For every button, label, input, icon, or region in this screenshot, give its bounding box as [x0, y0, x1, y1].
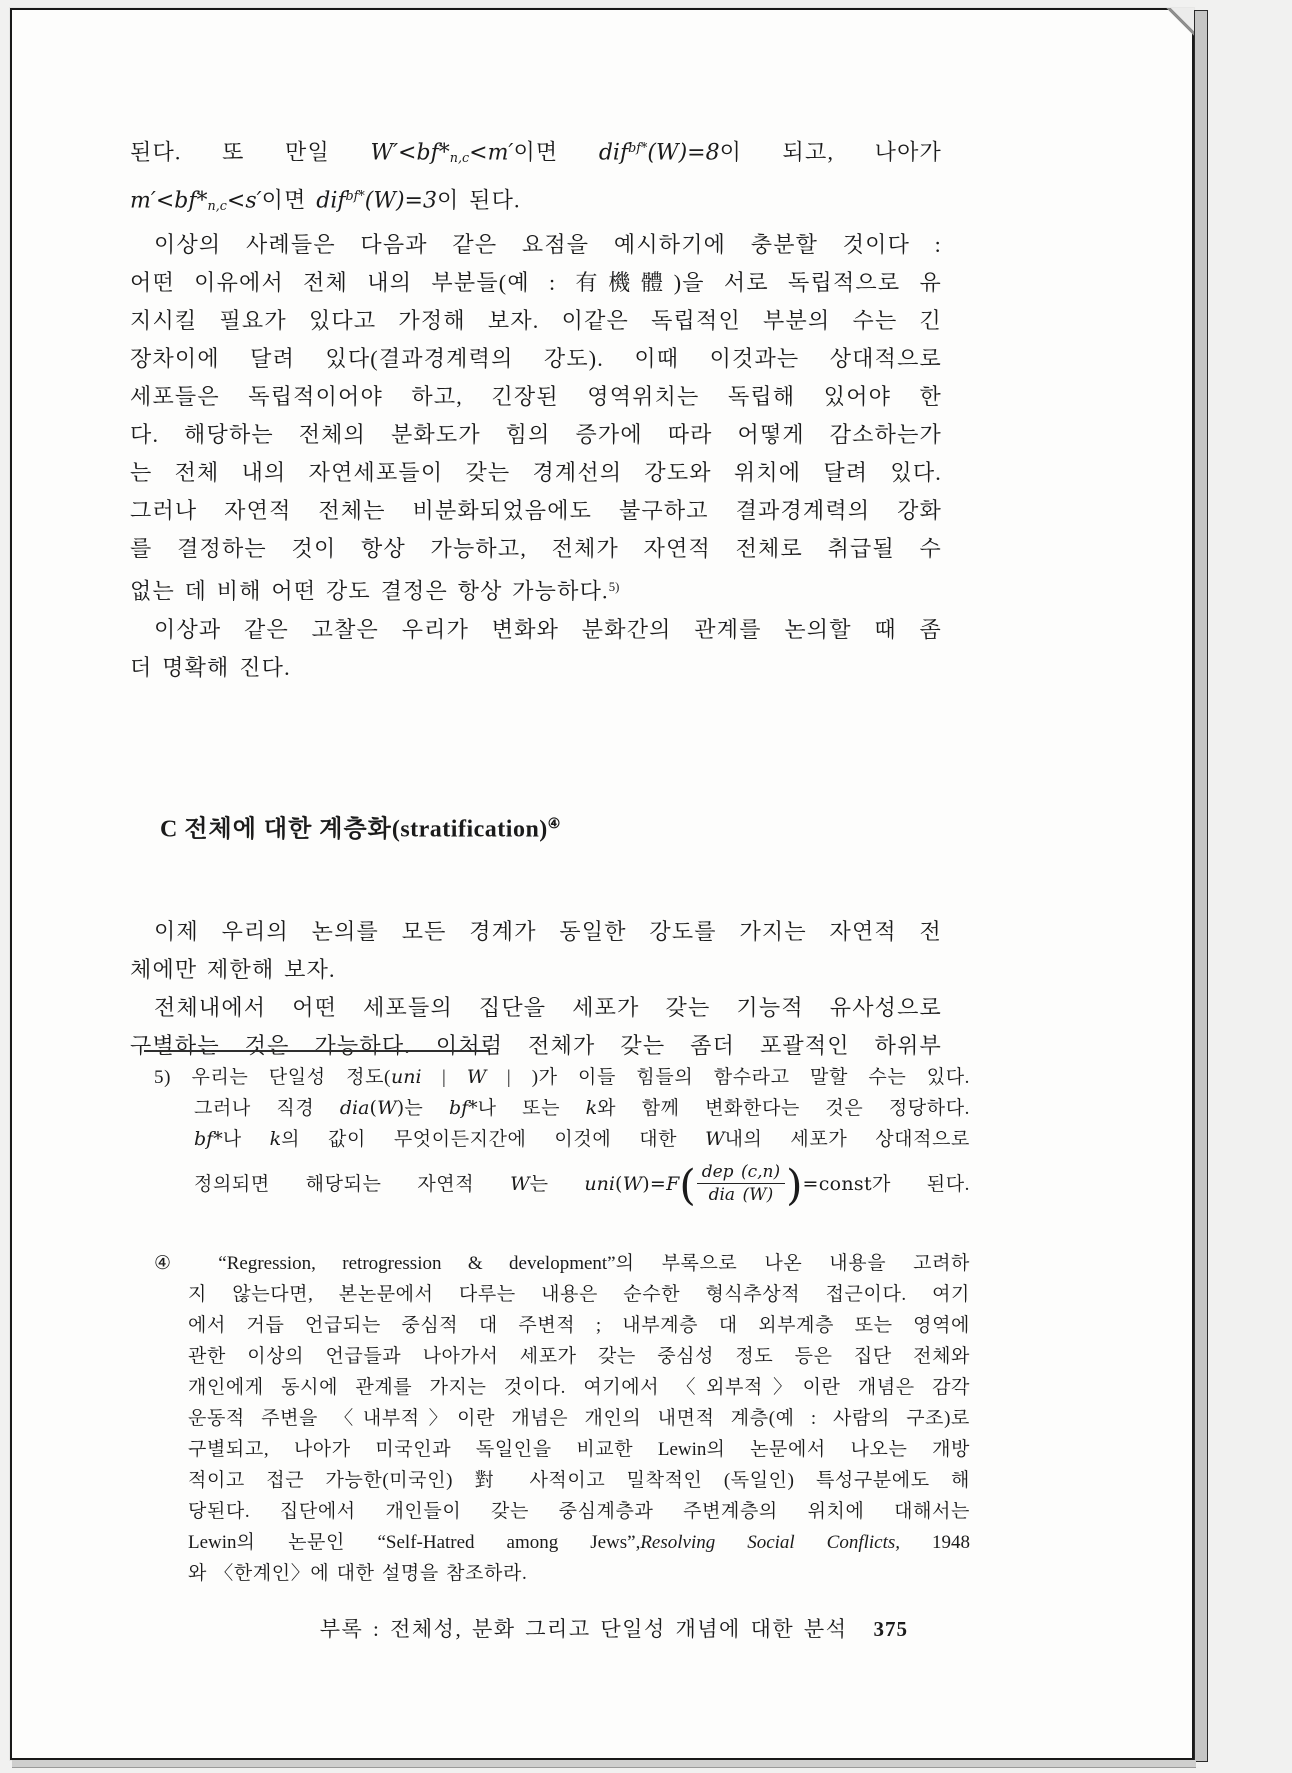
text-line: 5) 우리는 단일성 정도(uni | W | )가 이들 힘들의 함수라고 말할 수는 있다. — [154, 1066, 971, 1088]
page-footer — [154, 1613, 970, 1643]
section-heading — [130, 805, 942, 849]
text-line: 된다. 또 만일 W′<bf*n,c<m′이면 dif$^{bf*}$(W)=8이 되고, 나아가 — [130, 139, 942, 167]
main-text-column — [130, 130, 942, 1065]
body-paragraphs-2 — [130, 913, 942, 1065]
text-line: 어떤 이유에서 전체 내의 부분들(예 : 有機體)을 서로 독립적으로 유 — [130, 270, 942, 296]
text-line: 다. 해당하는 전체의 분화도가 힘의 증가에 따라 어떻게 감소하는가 — [130, 422, 942, 448]
text-line: 개인에게 동시에 관계를 가지는 것이다. 여기에서 〈외부적〉이란 개념은 감각 — [188, 1377, 970, 1398]
fraction: $\frac{\text{dep (c,n)}}{\text{dia (W)}}$ — [697, 1162, 785, 1206]
text-line: 구별되고, 나아가 미국인과 독일인을 비교한 Lewin의 논문에서 나오는 개방 — [188, 1439, 970, 1460]
text-line: 적이고 접근 가능한(미국인) 對 사적이고 밀착적인 (독일인) 특성구분에도 해 — [188, 1470, 970, 1491]
text-line: Lewin의 논문인 “Self-Hatred among Jews”,Resolving Social Conflicts, 1948 — [188, 1532, 971, 1553]
text-line: 정의되면 해당되는 자연적 W는 uni(W)=F( $\frac{\text{dep (c,n)}}{\text{dia (W)}}$ )=const가 된다. — [194, 1160, 971, 1210]
text-line: 지시킬 필요가 있다고 가정해 보자. 이같은 독립적인 부분의 수는 긴 — [130, 308, 942, 334]
text-line: 에서 거듭 언급되는 중심적 대 주변적 ; 내부계층 대 외부계층 또는 영역에 — [188, 1315, 970, 1336]
page-number: 375 — [873, 1617, 908, 1641]
text-line: 구별하는 것은 가능하다. 이처럼 전체가 갖는 좀더 포괄적인 하위부 — [130, 1033, 942, 1059]
text-line: m′<bf*n,c<s′이면 dif$^{bf*}$(W)=3이 된다. — [130, 187, 521, 215]
running-title: 부록 : 전체성, 분화 그리고 단일성 개념에 대한 분석 — [319, 1617, 848, 1641]
text-line: 지 않는다면, 본논문에서 다루는 내용은 순수한 형식추상적 접근이다. 여기 — [188, 1284, 970, 1305]
text-line: 를 결정하는 것이 항상 가능하고, 전체가 자연적 전체로 취급될 수 — [130, 536, 942, 562]
footnote-separator — [144, 1050, 490, 1052]
text-line: 세포들은 독립적이어야 하고, 긴장된 영역위치는 독립해 있어야 한 — [130, 384, 942, 410]
text-line: 운동적 주변을 〈내부적〉이란 개념은 개인의 내면적 계층(예 : 사람의 구조)로 — [188, 1408, 970, 1429]
footnote-4 — [154, 1248, 970, 1589]
text-line: 그러나 직경 dia(W)는 bf*나 또는 k와 함께 변화한다는 것은 정당하다. — [194, 1097, 971, 1119]
body-paragraphs — [130, 130, 942, 687]
page-corner-fold — [1164, 8, 1194, 38]
page-stack-edge-right — [1194, 10, 1208, 1762]
footnote-5 — [154, 1062, 970, 1214]
text-line: 전체내에서 어떤 세포들의 집단을 세포가 갖는 기능적 유사성으로 — [154, 995, 942, 1021]
text-line: 없는 데 비해 어떤 강도 결정은 항상 가능하다.$^{5)}$ — [130, 579, 620, 605]
text-line: 체에만 제한해 보자. — [130, 957, 336, 983]
text-line: 장차이에 달려 있다(결과경계력의 강도). 이때 이것과는 상대적으로 — [130, 346, 942, 372]
text-line: 와 〈한계인〉에 대한 설명을 참조하라. — [188, 1563, 528, 1584]
footnote-column — [154, 1050, 970, 1643]
text-line: 이상의 사례들은 다음과 같은 요점을 예시하기에 충분할 것이다 : — [154, 232, 942, 258]
text-line: bf*나 k의 값이 무엇이든지간에 이것에 대한 W내의 세포가 상대적으로 — [194, 1128, 970, 1150]
text-line: 이상과 같은 고찰은 우리가 변화와 분화간의 관계를 논의할 때 좀 — [154, 617, 942, 643]
text-line: 이제 우리의 논의를 모든 경계가 동일한 강도를 가지는 자연적 전 — [154, 919, 942, 945]
text-line: 관한 이상의 언급들과 나아가서 세포가 갖는 중심성 정도 등은 집단 전체와 — [188, 1346, 970, 1367]
book-page — [10, 8, 1194, 1760]
text-line: ④ “Regression, retrogression & development”의 부록으로 나온 내용을 고려하 — [154, 1253, 970, 1274]
text-line: 당된다. 집단에서 개인들이 갖는 중심계층과 주변계층의 위치에 대해서는 — [188, 1501, 970, 1522]
text-line: 는 전체 내의 자연세포들이 갖는 경계선의 강도와 위치에 달려 있다. — [130, 460, 942, 486]
text-line: 그러나 자연적 전체는 비분화되었음에도 불구하고 결과경계력의 강화 — [130, 498, 942, 524]
page-stack-edge-bottom — [12, 1760, 1196, 1768]
text-line: 더 명확해 진다. — [130, 655, 291, 681]
text-line: C 전체에 대한 계층화(stratification)④ — [160, 816, 561, 843]
